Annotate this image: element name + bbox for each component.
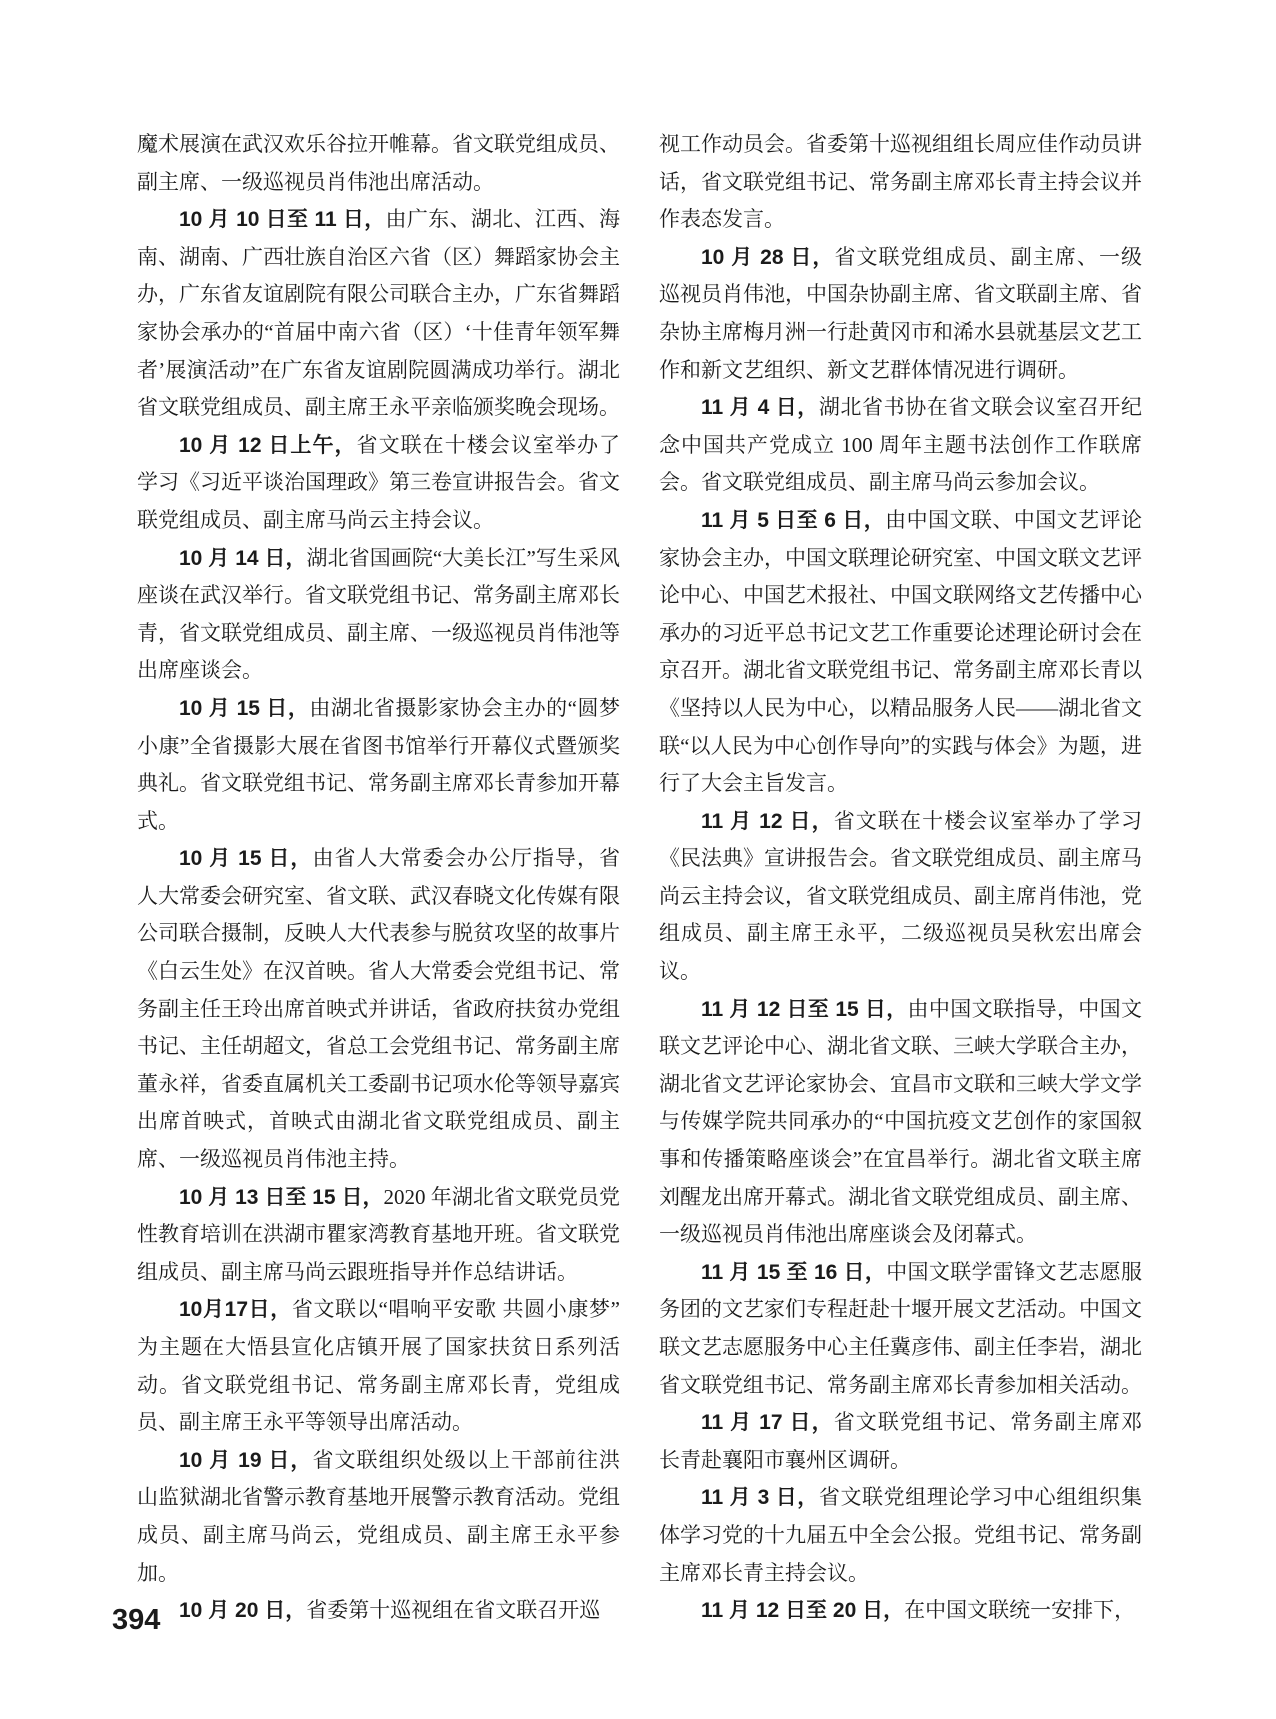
chronicle-entry [659,502,1142,803]
entry-text: 2020 年湖北省文联党员党性教育培训在洪湖市瞿家湾教育基地开班。省文联党组成员、副主席马尚云跟班指导并作总结讲话。 [137,1184,621,1284]
entry-text: 在中国文联统一安排下， [904,1598,1136,1623]
entry-date: 11 月 12 日至 20 日， [701,1599,905,1623]
entry-text: 省文联党组书记、常务副主席邓长青赴襄阳市襄州区调研。 [659,1410,1143,1472]
entry-date: 10 月 15 日， [179,696,310,720]
entry-text: 由中国文联指导，中国文联文艺评论中心、湖北省文联、三峡大学联合主办，湖北省文艺评论家协会、宜昌市文联和三峡大学文学与传媒学院共同承办的“中国抗疫文艺创作的家国叙事和传播策略座谈会”在宜昌举行。湖北省文联主席刘醒龙出席开幕式。湖北省文联党组成员、副主席、一级巡视员肖伟池出席座谈会及闭幕式。 [659,996,1142,1247]
entry-date: 10 月 28 日， [701,245,835,269]
entry-text: 省文联在十楼会议室举办了学习《民法典》宣讲报告会。省文联党组成员、副主席马尚云主持会议，省文联党组成员、副主席肖伟池，党组成员、副主席王永平，二级巡视员吴秋宏出席会议。 [659,808,1143,984]
chronicle-entry [137,1442,620,1592]
entry-text: 省委第十巡视组在省文联召开巡 [306,1598,601,1623]
chronicle-entry [659,1479,1142,1592]
entry-date: 11 月 15 至 16 日， [701,1260,887,1284]
chronicle-entry [137,427,620,540]
entry-text: 省文联党组成员、副主席、一级巡视员肖伟池，中国杂协副主席、省文联副主席、省杂协主席梅月洲一行赴黄冈市和浠水县就基层文艺工作和新文艺组织、新文艺群体情况进行调研。 [659,244,1142,382]
chronicle-entry [659,389,1142,502]
chronicle-entry [137,1291,620,1441]
entry-text: 由广东、湖北、江西、海南、湖南、广西壮族自治区六省（区）舞蹈家协会主办，广东省友谊剧院有限公司联合主办，广东省舞蹈家协会承办的“首届中南六省（区）‘十佳青年领军舞者’展演活动”在广东省友谊剧院圆满成功举行。湖北省文联党组成员、副主席王永平亲临颁奖晚会现场。 [137,207,620,420]
chronicle-entry [137,840,620,1178]
entry-text: 由湖北省摄影家协会主办的“圆梦小康”全省摄影大展在省图书馆举行开幕仪式暨颁奖典礼。省文联党组书记、常务副主席邓长青参加开幕式。 [137,695,620,833]
page-number: 394 [112,1604,161,1636]
chronicle-entry [659,1592,1142,1630]
entry-date: 10 月 19 日， [179,1448,313,1472]
entry-text: 省文联组织处级以上干部前往洪山监狱湖北省警示教育基地开展警示教育活动。党组成员、副主席马尚云，党组成员、副主席王永平参加。 [137,1447,620,1585]
entry-date: 11 月 4 日， [701,396,819,420]
entry-date: 10 月 14 日， [179,546,307,570]
chronicle-entry [659,803,1142,991]
chronicle-entry [659,1404,1142,1479]
chronicle-entry [137,126,620,201]
entry-date: 10 月 15 日， [179,847,313,871]
entry-text: 视工作动员会。省委第十巡视组组长周应佳作动员讲话，省文联党组书记、常务副主席邓长青主持会议并作表态发言。 [659,132,1142,232]
entry-text: 省文联党组理论学习中心组组织集体学习党的十九届五中全会公报。党组书记、常务副主席邓长青主持会议。 [659,1485,1143,1585]
chronicle-entry [659,239,1142,389]
chronicle-entry [137,690,620,840]
chronicle-entry [137,1592,620,1630]
chronicle-entry [659,991,1142,1254]
entry-date: 11 月 17 日， [701,1411,834,1435]
entry-text: 中国文联学雷锋文艺志愿服务团的文艺家们专程赶赴十堰开展文艺活动。中国文联文艺志愿服务中心主任冀彦伟、副主任李岩，湖北省文联党组书记、常务副主席邓长青参加相关活动。 [659,1259,1143,1397]
entry-date: 10月17日， [179,1298,292,1322]
entry-date: 11 月 12 日， [701,809,834,833]
text-column-left [137,126,620,1630]
entry-date: 11 月 12 日至 15 日， [701,997,908,1021]
entry-text: 省文联在十楼会议室举办了学习《习近平谈治国理政》第三卷宣讲报告会。省文联党组成员、副主席马尚云主持会议。 [137,432,620,532]
entry-date: 10 月 12 日上午， [179,433,357,457]
entry-date: 10 月 20 日， [179,1599,307,1623]
text-column-right [659,126,1142,1630]
entry-date: 11 月 5 日至 6 日， [701,508,886,532]
chronicle-entry [659,1254,1142,1404]
chronicle-entry [137,540,620,690]
entry-text: 湖北省国画院“大美长江”写生采风座谈在武汉举行。省文联党组书记、常务副主席邓长青，省文联党组成员、副主席、一级巡视员肖伟池等出席座谈会。 [137,545,620,683]
entry-date: 10 月 10 日至 11 日， [179,208,386,232]
chronicle-entry [659,126,1142,239]
entry-text: 由中国文联、中国文艺评论家协会主办，中国文联理论研究室、中国文联文艺评论中心、中国艺术报社、中国文联网络文艺传播中心承办的习近平总书记文艺工作重要论述理论研讨会在京召开。湖北省文联党组书记、常务副主席邓长青以《坚持以人民为中心，以精品服务人民——湖北省文联“以人民为中心创作导向”的实践与体会》为题，进行了大会主旨发言。 [659,507,1143,796]
entry-text: 由省人大常委会办公厅指导，省人大常委会研究室、省文联、武汉春晓文化传媒有限公司联合摄制，反映人大代表参与脱贫攻坚的故事片《白云生处》在汉首映。省人大常委会党组书记、常务副主任王玲出席首映式并讲话，省政府扶贫办党组书记、主任胡超文，省总工会党组书记、常务副主席董永祥，省委直属机关工委副书记项水伦等领导嘉宾出席首映式，首映式由湖北省文联党组成员、副主席、一级巡视员肖伟池主持。 [137,846,620,1172]
entry-text: 省文联以“唱响平安歌 共圆小康梦”为主题在大悟县宣化店镇开展了国家扶贫日系列活动。省文联党组书记、常务副主席邓长青，党组成员、副主席王永平等领导出席活动。 [137,1297,620,1435]
chronicle-entry [137,1179,620,1292]
entry-text: 湖北省书协在省文联会议室召开纪念中国共产党成立 100 周年主题书法创作工作联席会。省文联党组成员、副主席马尚云参加会议。 [659,395,1143,495]
entry-date: 10 月 13 日至 15 日， [179,1185,384,1209]
entry-text: 魔术展演在武汉欢乐谷拉开帷幕。省文联党组成员、副主席、一级巡视员肖伟池出席活动。 [137,132,620,194]
entry-date: 11 月 3 日， [701,1486,819,1510]
chronicle-entry [137,201,620,427]
